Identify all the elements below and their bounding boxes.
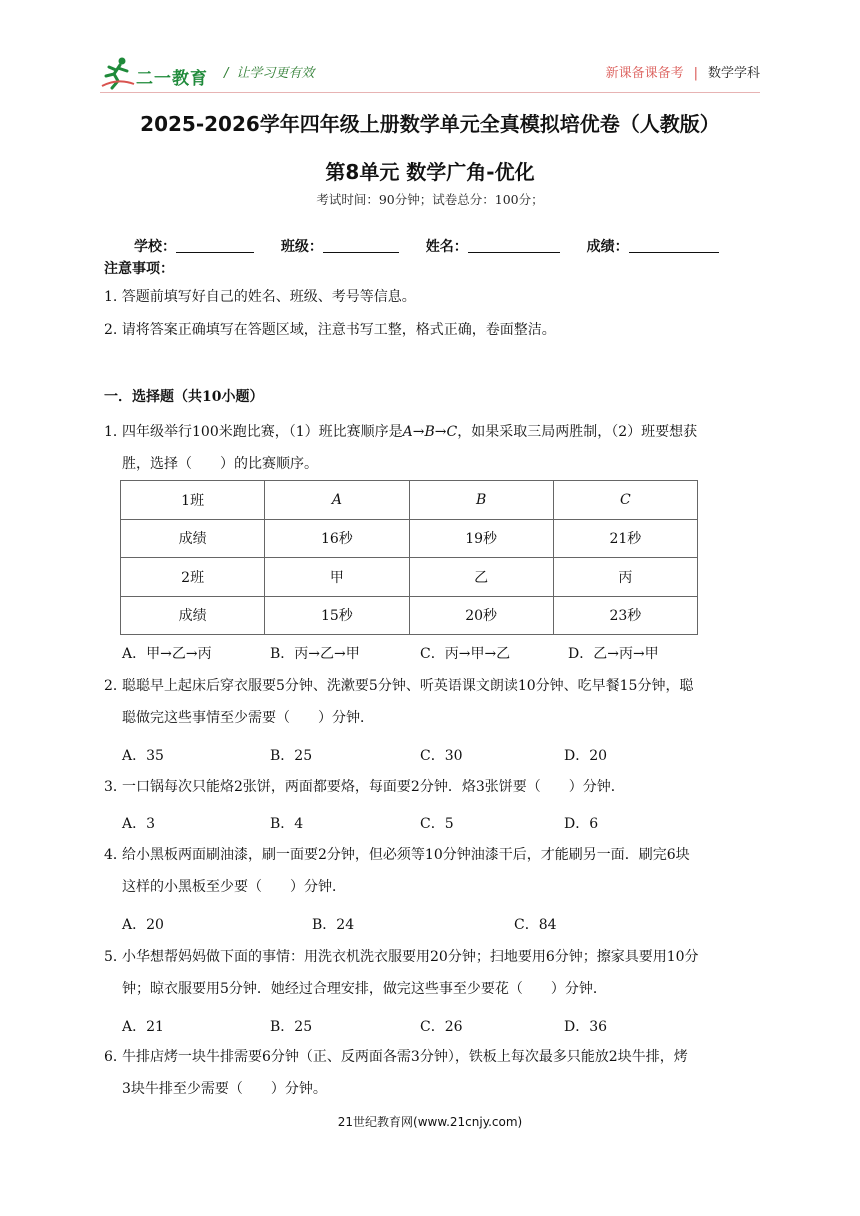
table-cell: 2班 [121, 558, 265, 597]
q4-options [122, 914, 742, 934]
question-5: 5．小华想帮妈妈做下面的事情：用洗衣机洗衣服要用20分钟；扫地要用6分钟；擦家具要用10分 钟；晾衣服要用5分钟．她经过合理安排，做完这些事至少要花（ ）分钟． [104, 949, 699, 997]
exam-info: 考试时间：90分钟；试卷总分：100分； [316, 192, 544, 207]
student-fields [134, 236, 754, 256]
page-subtitle: 第8单元 数学广角-优化 [325, 160, 535, 184]
page-footer: 21世纪教育网(www.21cnjy.com) [337, 1115, 523, 1129]
table-cell: 乙 [409, 558, 553, 597]
table-cell: 23秒 [553, 596, 697, 635]
question-1: 1．四年级举行100米跑比赛，（1）班比赛顺序是A→B→C，如果采取三局两胜制，（2）班要想获 胜，选择（ ）的比赛顺序。 [104, 424, 698, 472]
page-header [100, 52, 760, 92]
option-b[interactable]: B．24 [312, 917, 355, 933]
q1-options [122, 643, 742, 663]
option-a[interactable]: A．21 [122, 1019, 164, 1035]
header-separator: | [693, 66, 698, 81]
table-row [121, 481, 698, 520]
option-a[interactable]: A．甲→乙→丙 [122, 646, 212, 662]
header-course-label: 新课备课备考 [605, 66, 684, 81]
running-man-icon [100, 56, 136, 90]
name-blank[interactable] [468, 239, 560, 253]
section-heading: 一．选择题（共10小题） [104, 389, 264, 405]
page-title: 2025-2026学年四年级上册数学单元全真模拟培优卷（人教版） [140, 112, 720, 136]
table-cell: A [265, 481, 409, 520]
option-a[interactable]: A．3 [122, 816, 156, 832]
q1-score-table [120, 480, 698, 635]
table-cell: 20秒 [409, 596, 553, 635]
notice-item: 2. 请将答案正确填写在答题区域，注意书写工整，格式正确，卷面整洁。 [104, 322, 556, 338]
logo-text: 二一教育 [136, 69, 208, 89]
option-d[interactable]: D．6 [564, 816, 599, 832]
table-row [121, 558, 698, 597]
field-class: 班级： [281, 236, 399, 256]
table-cell: 19秒 [409, 519, 553, 558]
option-d[interactable]: D．20 [564, 748, 608, 764]
slogan [224, 62, 314, 81]
table-cell: 甲 [265, 558, 409, 597]
question-6: 6．牛排店烤一块牛排需要6分钟（正、反两面各需3分钟），铁板上每次最多只能放2块牛排，烤 3块牛排至少需要（ ）分钟。 [104, 1049, 688, 1097]
header-divider [100, 92, 760, 93]
q3-options [122, 813, 742, 833]
option-c[interactable]: C．30 [420, 748, 463, 764]
notice-item: 1. 答题前填写好自己的姓名、班级、考号等信息。 [104, 289, 416, 305]
question-4: 4．给小黑板两面刷油漆，刷一面要2分钟，但必须等10分钟油漆干后，才能刷另一面．刷完6块 这样的小黑板至少要（ ）分钟． [104, 847, 690, 895]
question-3: 3．一口锅每次只能烙2张饼，两面都要烙，每面要2分钟．烙3张饼要（ ）分钟． [104, 779, 625, 795]
field-school: 学校： [134, 236, 254, 256]
score-blank[interactable] [629, 239, 719, 253]
table-row [121, 519, 698, 558]
field-name: 姓名： [426, 236, 560, 256]
option-c[interactable]: C．26 [420, 1019, 463, 1035]
header-right [606, 62, 760, 81]
slogan-text: 让学习更有效 [236, 66, 315, 81]
table-cell: 21秒 [553, 519, 697, 558]
option-c[interactable]: C．84 [514, 917, 557, 933]
q5-options [122, 1016, 742, 1036]
table-cell: B [409, 481, 553, 520]
option-b[interactable]: B．25 [270, 748, 313, 764]
table-cell: 成绩 [121, 596, 265, 635]
option-a[interactable]: A．20 [122, 917, 164, 933]
option-d[interactable]: D．36 [564, 1019, 608, 1035]
table-cell: 丙 [553, 558, 697, 597]
field-score: 成绩： [587, 236, 719, 256]
sequence-abc: A→B→C [402, 424, 458, 440]
option-c[interactable]: C．丙→甲→乙 [420, 646, 511, 662]
logo [100, 56, 212, 90]
table-cell: 1班 [121, 481, 265, 520]
option-a[interactable]: A．35 [122, 748, 164, 764]
q2-options [122, 745, 742, 765]
table-row [121, 596, 698, 635]
table-cell: 15秒 [265, 596, 409, 635]
class-blank[interactable] [323, 239, 399, 253]
option-b[interactable]: B．25 [270, 1019, 313, 1035]
option-b[interactable]: B．丙→乙→甲 [270, 646, 360, 662]
question-2: 2．聪聪早上起床后穿衣服要5分钟、洗漱要5分钟、听英语课文朗读10分钟、吃早餐15分钟，聪 聪做完这些事情至少需要（ ）分钟． [104, 678, 694, 726]
slash-divider: / [224, 66, 229, 81]
table-cell: C [553, 481, 697, 520]
option-d[interactable]: D．乙→丙→甲 [568, 646, 659, 662]
table-cell: 成绩 [121, 519, 265, 558]
notice-title: 注意事项： [104, 261, 174, 277]
school-blank[interactable] [176, 239, 254, 253]
header-subject-label: 数学学科 [707, 66, 760, 81]
option-b[interactable]: B．4 [270, 816, 304, 832]
table-cell: 16秒 [265, 519, 409, 558]
option-c[interactable]: C．5 [420, 816, 454, 832]
